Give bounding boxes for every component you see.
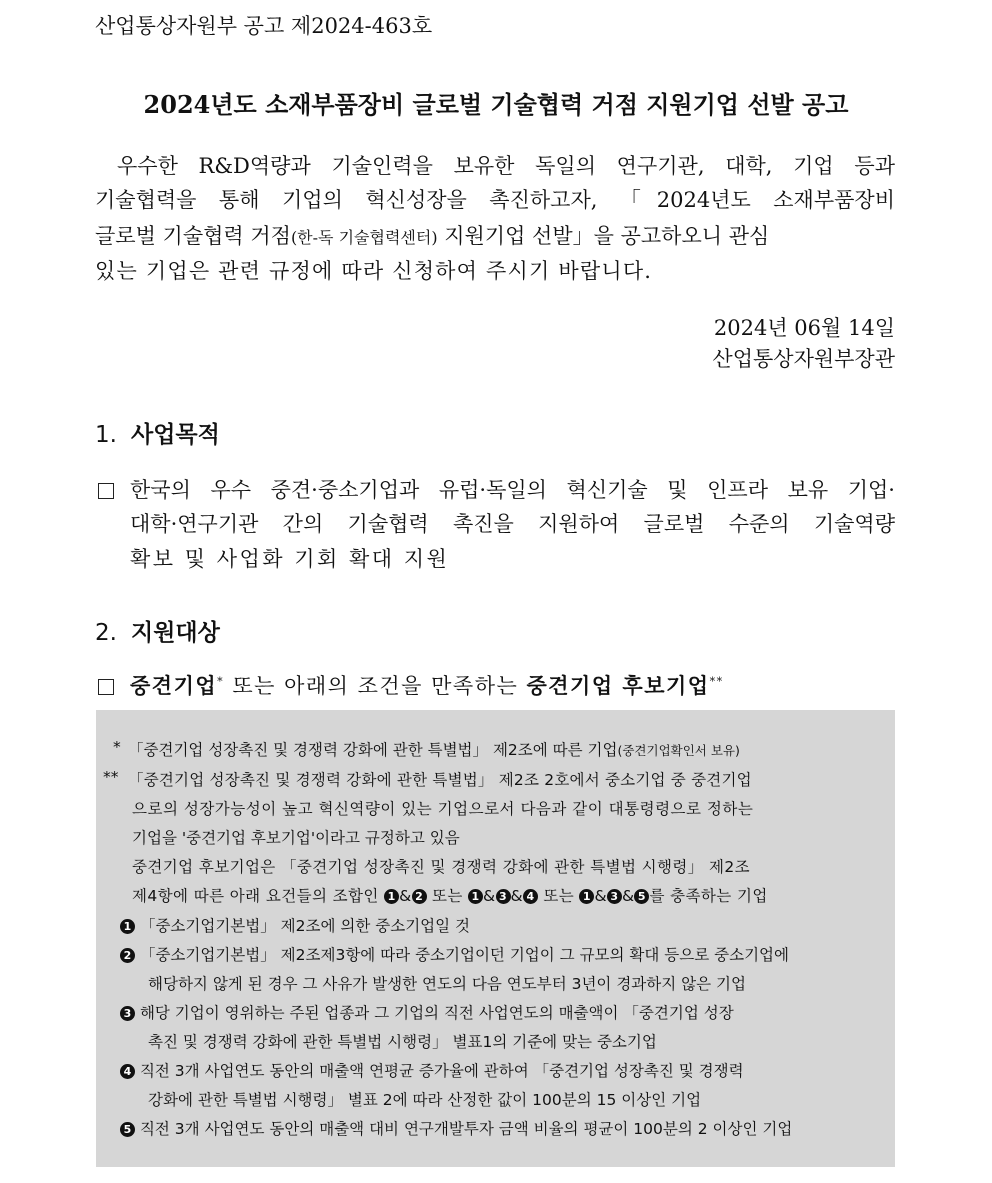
circled-1-icon: 1 [579, 889, 594, 904]
page-title: 2024년도 소재부품장비 글로벌 기술협력 거점 지원기업 선발 공고 [143, 90, 849, 119]
footnote-marker: ** [709, 675, 724, 688]
intro-line-3-after: 지원기업 선발」을 공고하오니 관심 [437, 224, 770, 248]
circled-2-icon: 2 [412, 889, 427, 904]
circled-5-icon: 5 [634, 889, 649, 904]
intro-line-2: 기술협력을 통해 기업의 혁신성장을 촉진하고자, 「2024년도 소재부품장비 [95, 188, 895, 212]
section-2-heading [95, 614, 220, 647]
criterion-4 [120, 1059, 744, 1081]
combo-amp: & [399, 887, 412, 905]
intro-line-3-before: 글로벌 기술협력 거점 [95, 224, 291, 248]
section-1-line-1: 한국의 우수 중견·중소기업과 유럽·독일의 혁신기술 및 인프라 보유 기업· [130, 478, 895, 502]
intro-line-3-text [95, 220, 769, 250]
intro-line-1: 우수한 R&D역량과 기술인력을 보유한 독일의 연구기관, 대학, 기업 등과 [117, 154, 895, 178]
circled-3-icon: 3 [607, 889, 622, 904]
circled-5-icon: 5 [120, 1122, 135, 1137]
note-star2-line-1: 「중견기업 성장촉진 및 경쟁력 강화에 관한 특별법」 제2조 2호에서 중소기업 중 중견기업 [128, 771, 752, 789]
circled-4-icon: 4 [120, 1064, 135, 1079]
note-star2-marker: ** [103, 768, 119, 786]
combo-or: 또는 [538, 887, 580, 905]
note-star1-small: (중견기업확인서 보유) [617, 743, 740, 758]
issuer-name: 산업통상자원부장관 [712, 347, 895, 371]
section-1-title: 사업목적 [131, 422, 220, 448]
target-candidate-company: 중견기업 후보기업 [526, 673, 710, 698]
criterion-1-line-1: 「중소기업기본법」 제2조에 의한 중소기업일 것 [139, 917, 471, 935]
announcement-date: 2024년 06월 14일 [713, 316, 895, 340]
circled-4-icon: 4 [523, 889, 538, 904]
note-star2-line-4: 중견기업 후보기업은 「중견기업 성장촉진 및 경쟁력 강화에 관한 특별법 시행령」 제2조 [132, 858, 751, 876]
criterion-4-line-2: 강화에 관한 특별법 시행령」 별표 2에 따라 산정한 값이 100분의 15 이상인 기업 [148, 1091, 702, 1109]
criterion-3 [120, 1001, 734, 1023]
note-combo-line: 제4항에 따른 아래 요건들의 조합인 1 & 2 또는 1 & 3 & 4 또는 1 & 3 & 5 를 충족하는 기업 [132, 887, 768, 905]
circled-3-icon: 3 [120, 1006, 135, 1021]
criterion-3-line-2: 촉진 및 경쟁력 강화에 관한 특별법 시행령」 별표1의 기준에 맞는 중소기업 [148, 1033, 657, 1051]
criterion-2 [120, 943, 789, 965]
section-2-number: 2. [95, 620, 117, 646]
circled-1-icon: 1 [120, 919, 135, 934]
circled-1-icon: 1 [384, 889, 399, 904]
note-star1-marker: * [113, 738, 121, 756]
note-star1 [128, 738, 740, 760]
note-star2-line-3: 기업을 '중견기업 후보기업'이라고 규정하고 있음 [132, 829, 460, 847]
document-number: 산업통상자원부 공고 제2024-463호 [95, 14, 433, 38]
combo-or: 또는 [426, 887, 469, 905]
section-1-line-3: 확보 및 사업화 기회 확대 지원 [130, 547, 450, 571]
section-1-heading [95, 416, 220, 449]
criterion-2-line-1: 「중소기업기본법」 제2조제3항에 따라 중소기업이던 기업이 그 규모의 확대 등으로 중소기업에 [139, 946, 790, 964]
intro-line-4: 있는 기업은 관련 규정에 따라 신청하여 주시기 바랍니다. [95, 259, 653, 283]
target-mid-size-company: 중견기업 [130, 673, 218, 698]
target-mid-text: 또는 아래의 조건을 만족하는 [224, 674, 527, 698]
section-1-number: 1. [95, 422, 117, 448]
criterion-1 [120, 914, 470, 936]
criterion-5 [120, 1117, 792, 1139]
checkbox-icon [98, 679, 114, 695]
criterion-3-line-1: 해당 기업이 영위하는 주된 업종과 그 기업의 직전 사업연도의 매출액이 「중견기업 성장 [139, 1004, 734, 1022]
criterion-4-line-1: 직전 3개 사업연도 동안의 매출액 연평균 증가율에 관하여 「중견기업 성장촉진 및 경쟁력 [139, 1062, 744, 1080]
intro-line-3-small: (한-독 기술협력센터) [290, 228, 438, 247]
intro-line-3 [95, 220, 895, 250]
circled-3-icon: 3 [496, 889, 511, 904]
criterion-2-line-2: 해당하지 않게 된 경우 그 사유가 발생한 연도의 다음 연도부터 3년이 경과하지 않은 기업 [148, 975, 746, 993]
circled-2-icon: 2 [120, 948, 135, 963]
combo-prefix: 제4항에 따른 아래 요건들의 조합인 [132, 887, 385, 905]
note-star1-text: 「중견기업 성장촉진 및 경쟁력 강화에 관한 특별법」 제2조에 따른 기업 [128, 741, 618, 759]
footnote-marker: * [217, 675, 225, 688]
criterion-5-line-1: 직전 3개 사업연도 동안의 매출액 대비 연구개발투자 금액 비율의 평균이 100분의 2 이상인 기업 [139, 1120, 793, 1138]
combo-suffix: 를 충족하는 기업 [649, 887, 768, 905]
section-2-target [130, 670, 895, 700]
circled-1-icon: 1 [468, 889, 483, 904]
section-2-title: 지원대상 [131, 620, 220, 646]
section-1-line-2: 대학·연구기관 간의 기술협력 촉진을 지원하여 글로벌 수준의 기술역량 [130, 512, 895, 536]
note-star2-line-2: 으로의 성장가능성이 높고 혁신역량이 있는 기업으로서 다음과 같이 대통령령으로 정하는 [132, 800, 754, 818]
checkbox-icon [98, 483, 114, 499]
